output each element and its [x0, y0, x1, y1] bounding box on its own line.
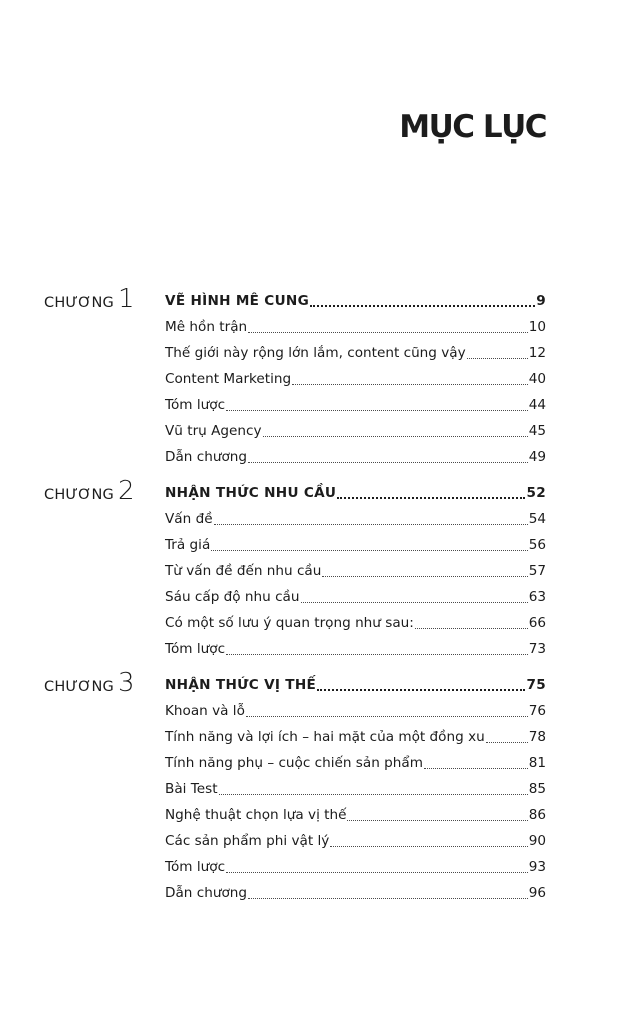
- chapter-number: 3: [118, 668, 135, 698]
- page-number: 76: [528, 703, 546, 720]
- dot-leader: [424, 768, 528, 769]
- entry-title: Khoan và lỗ: [165, 703, 245, 720]
- entry-title: Dẫn chương: [165, 885, 248, 902]
- chapter-label: [44, 670, 135, 696]
- entry-title: Tóm lược: [165, 859, 226, 876]
- page-number: 90: [528, 833, 546, 850]
- entry-title: Nghệ thuật chọn lựa vị thế: [165, 807, 347, 824]
- page-number: 78: [528, 729, 546, 746]
- toc-entry: [165, 696, 546, 722]
- toc-entry: [165, 582, 546, 608]
- dot-leader: [248, 332, 528, 333]
- toc-entry: [165, 504, 546, 530]
- dot-leader: [226, 872, 528, 873]
- entry-title: Content Marketing: [165, 371, 292, 388]
- chapter-label: [44, 478, 135, 504]
- entry-title: Bài Test: [165, 781, 218, 798]
- chapter-section: [0, 670, 622, 904]
- page-number: 52: [526, 485, 546, 502]
- dot-leader: [486, 742, 528, 743]
- page-title: MỤC LỤC: [399, 109, 546, 145]
- entry-title: Tóm lược: [165, 397, 226, 414]
- toc-entry: [165, 530, 546, 556]
- toc-entry: [165, 826, 546, 852]
- chapter-section: [0, 478, 622, 660]
- entry-title: Các sản phẩm phi vật lý: [165, 833, 330, 850]
- chapter-word: CHƯƠNG: [44, 295, 114, 311]
- chapter-number: 2: [118, 476, 135, 506]
- dot-leader: [310, 305, 535, 307]
- dot-leader: [301, 602, 528, 603]
- chapter-number: 1: [118, 284, 135, 314]
- dot-leader: [248, 898, 528, 899]
- dot-leader: [467, 358, 528, 359]
- entry-title: Tính năng phụ – cuộc chiến sản phẩm: [165, 755, 423, 772]
- toc-entry: [165, 390, 546, 416]
- toc-entry: [165, 800, 546, 826]
- chapter-heading-entry: [165, 286, 546, 312]
- page-number: 75: [526, 677, 546, 694]
- dot-leader: [292, 384, 528, 385]
- toc-entry: [165, 416, 546, 442]
- toc-entry: [165, 556, 546, 582]
- chapter-heading-entry: [165, 670, 546, 696]
- table-of-contents: [0, 286, 622, 914]
- dot-leader: [415, 628, 528, 629]
- page-number: 40: [528, 371, 546, 388]
- page-number: 49: [528, 449, 546, 466]
- page-number: 85: [528, 781, 546, 798]
- chapter-heading-entry: [165, 478, 546, 504]
- page-number: 12: [528, 345, 546, 362]
- dot-leader: [322, 576, 527, 577]
- entry-title: Trả giá: [165, 537, 211, 554]
- page-number: 86: [528, 807, 546, 824]
- chapter-word: CHƯƠNG: [44, 679, 114, 695]
- entry-title: Vũ trụ Agency: [165, 423, 262, 440]
- page-number: 63: [528, 589, 546, 606]
- toc-entry: [165, 338, 546, 364]
- toc-entry: [165, 442, 546, 468]
- entry-title: Tóm lược: [165, 641, 226, 658]
- page-number: 56: [528, 537, 546, 554]
- entry-title: Dẫn chương: [165, 449, 248, 466]
- dot-leader: [211, 550, 527, 551]
- dot-leader: [248, 462, 528, 463]
- dot-leader: [263, 436, 528, 437]
- page-number: 96: [528, 885, 546, 902]
- chapter-entries: [165, 670, 546, 904]
- entry-title: Vấn đề: [165, 511, 213, 528]
- dot-leader: [317, 689, 525, 691]
- page-number: 57: [528, 563, 546, 580]
- page-number: 54: [528, 511, 546, 528]
- toc-entry: [165, 312, 546, 338]
- chapter-label: [44, 286, 135, 312]
- chapter-entries: [165, 478, 546, 660]
- page-number: 66: [528, 615, 546, 632]
- page-number: 93: [528, 859, 546, 876]
- dot-leader: [214, 524, 528, 525]
- entry-title: Mê hồn trận: [165, 319, 248, 336]
- chapter-title: NHẬN THỨC NHU CẦU: [165, 485, 337, 502]
- dot-leader: [226, 654, 528, 655]
- dot-leader: [219, 794, 528, 795]
- toc-entry: [165, 608, 546, 634]
- toc-entry: [165, 364, 546, 390]
- dot-leader: [226, 410, 528, 411]
- page-number: 81: [528, 755, 546, 772]
- chapter-entries: [165, 286, 546, 468]
- page-number: 9: [536, 293, 546, 310]
- chapter-title: NHẬN THỨC VỊ THẾ: [165, 677, 317, 694]
- toc-entry: [165, 852, 546, 878]
- page-number: 10: [528, 319, 546, 336]
- entry-title: Thế giới này rộng lớn lắm, content cũng vậy: [165, 345, 466, 362]
- page-number: 44: [528, 397, 546, 414]
- toc-entry: [165, 748, 546, 774]
- chapter-word: CHƯƠNG: [44, 487, 114, 503]
- dot-leader: [330, 846, 527, 847]
- dot-leader: [347, 820, 527, 821]
- toc-entry: [165, 722, 546, 748]
- entry-title: Tính năng và lợi ích – hai mặt của một đồng xu: [165, 729, 485, 746]
- dot-leader: [337, 497, 525, 499]
- toc-entry: [165, 878, 546, 904]
- toc-entry: [165, 774, 546, 800]
- toc-entry: [165, 634, 546, 660]
- chapter-title: VẼ HÌNH MÊ CUNG: [165, 293, 310, 310]
- entry-title: Sáu cấp độ nhu cầu: [165, 589, 300, 606]
- page-number: 73: [528, 641, 546, 658]
- entry-title: Từ vấn đề đến nhu cầu: [165, 563, 322, 580]
- chapter-section: [0, 286, 622, 468]
- entry-title: Có một số lưu ý quan trọng như sau:: [165, 615, 414, 632]
- page-number: 45: [528, 423, 546, 440]
- dot-leader: [246, 716, 528, 717]
